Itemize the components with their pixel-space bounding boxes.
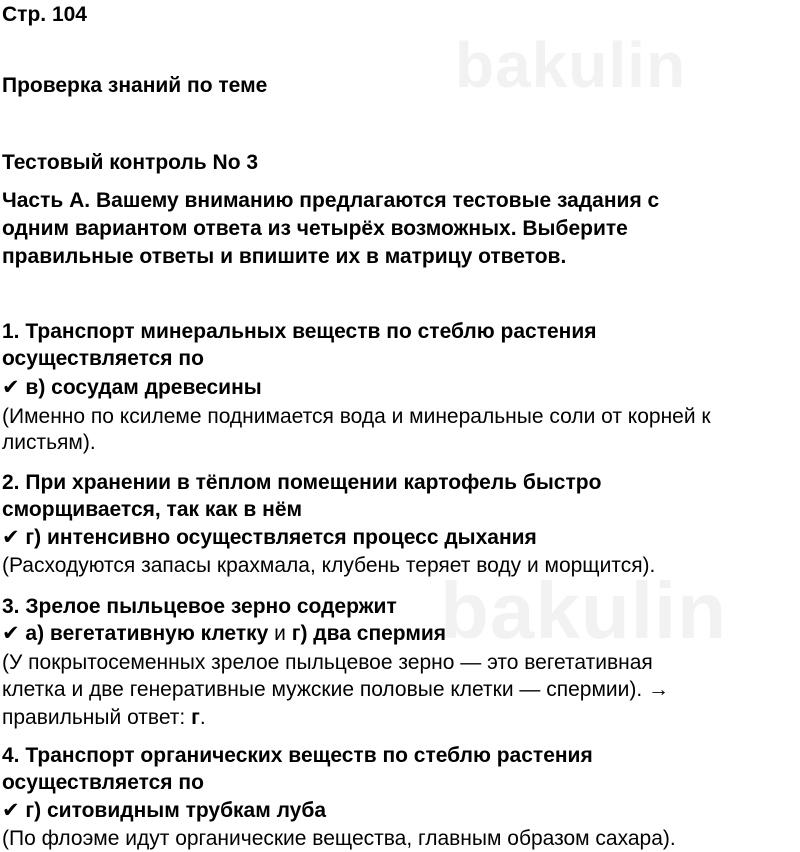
explanation-3: (У покрытосеменных зрелое пыльцевое зерно — это вегетативная [2,651,653,674]
intro-line: Часть А. Вашему вниманию предлагаются тестовые задания с [2,189,660,212]
answer-4: ✔ г) ситовидным трубкам луба [2,799,327,822]
explanation-1: листьям). [2,431,96,454]
explanation-3: клетка и две генеративные мужские половые клетки — спермии). → [2,678,670,701]
answer-3-b: г) два спермия [291,622,447,645]
answer-1: ✔ в) сосудам древесины [2,376,262,399]
final-answer-suffix: . [199,706,206,729]
question-1: 1. Транспорт минеральных веществ по стеблю растения [2,320,597,343]
final-answer-3 [2,705,206,731]
question-4: осуществляется по [2,771,204,794]
intro-line: одним вариантом ответа из четырёх возможных. Выберите [2,217,628,240]
explanation-2: (Расходуются запасы крахмала, клубень теряет воду и морщится). [2,554,656,577]
explanation-4: (По флоэме идут органические вещества, главным образом сахара). [2,827,676,850]
question-2: 2. При хранении в тёплом помещении картофель быстро [2,471,602,494]
answer-3-and: и [268,622,292,645]
page-number: Стр. 104 [2,3,87,26]
answer-2: ✔ г) интенсивно осуществляется процесс дыхания [2,526,537,549]
answer-3 [2,621,446,647]
watermark: bakulin [455,29,687,101]
final-answer-prefix: правильный ответ: [2,706,192,729]
final-answer-value: г [191,706,200,729]
question-2: сморщивается, так как в нём [2,498,303,521]
question-1: осуществляется по [2,347,204,370]
question-4: 4. Транспорт органических веществ по стеблю растения [2,744,593,767]
question-3: 3. Зрелое пыльцевое зерно содержит [2,595,397,618]
watermark: bakulin [440,566,728,655]
answer-3-a: ✔ а) вегетативную клетку [2,622,269,645]
explanation-1: (Именно по ксилеме поднимается вода и минеральные соли от корней к [2,405,711,428]
section-title: Проверка знаний по теме [2,74,268,97]
intro-line: правильные ответы и впишите их в матрицу ответов. [2,245,567,268]
test-title: Тестовый контроль No 3 [2,151,259,174]
